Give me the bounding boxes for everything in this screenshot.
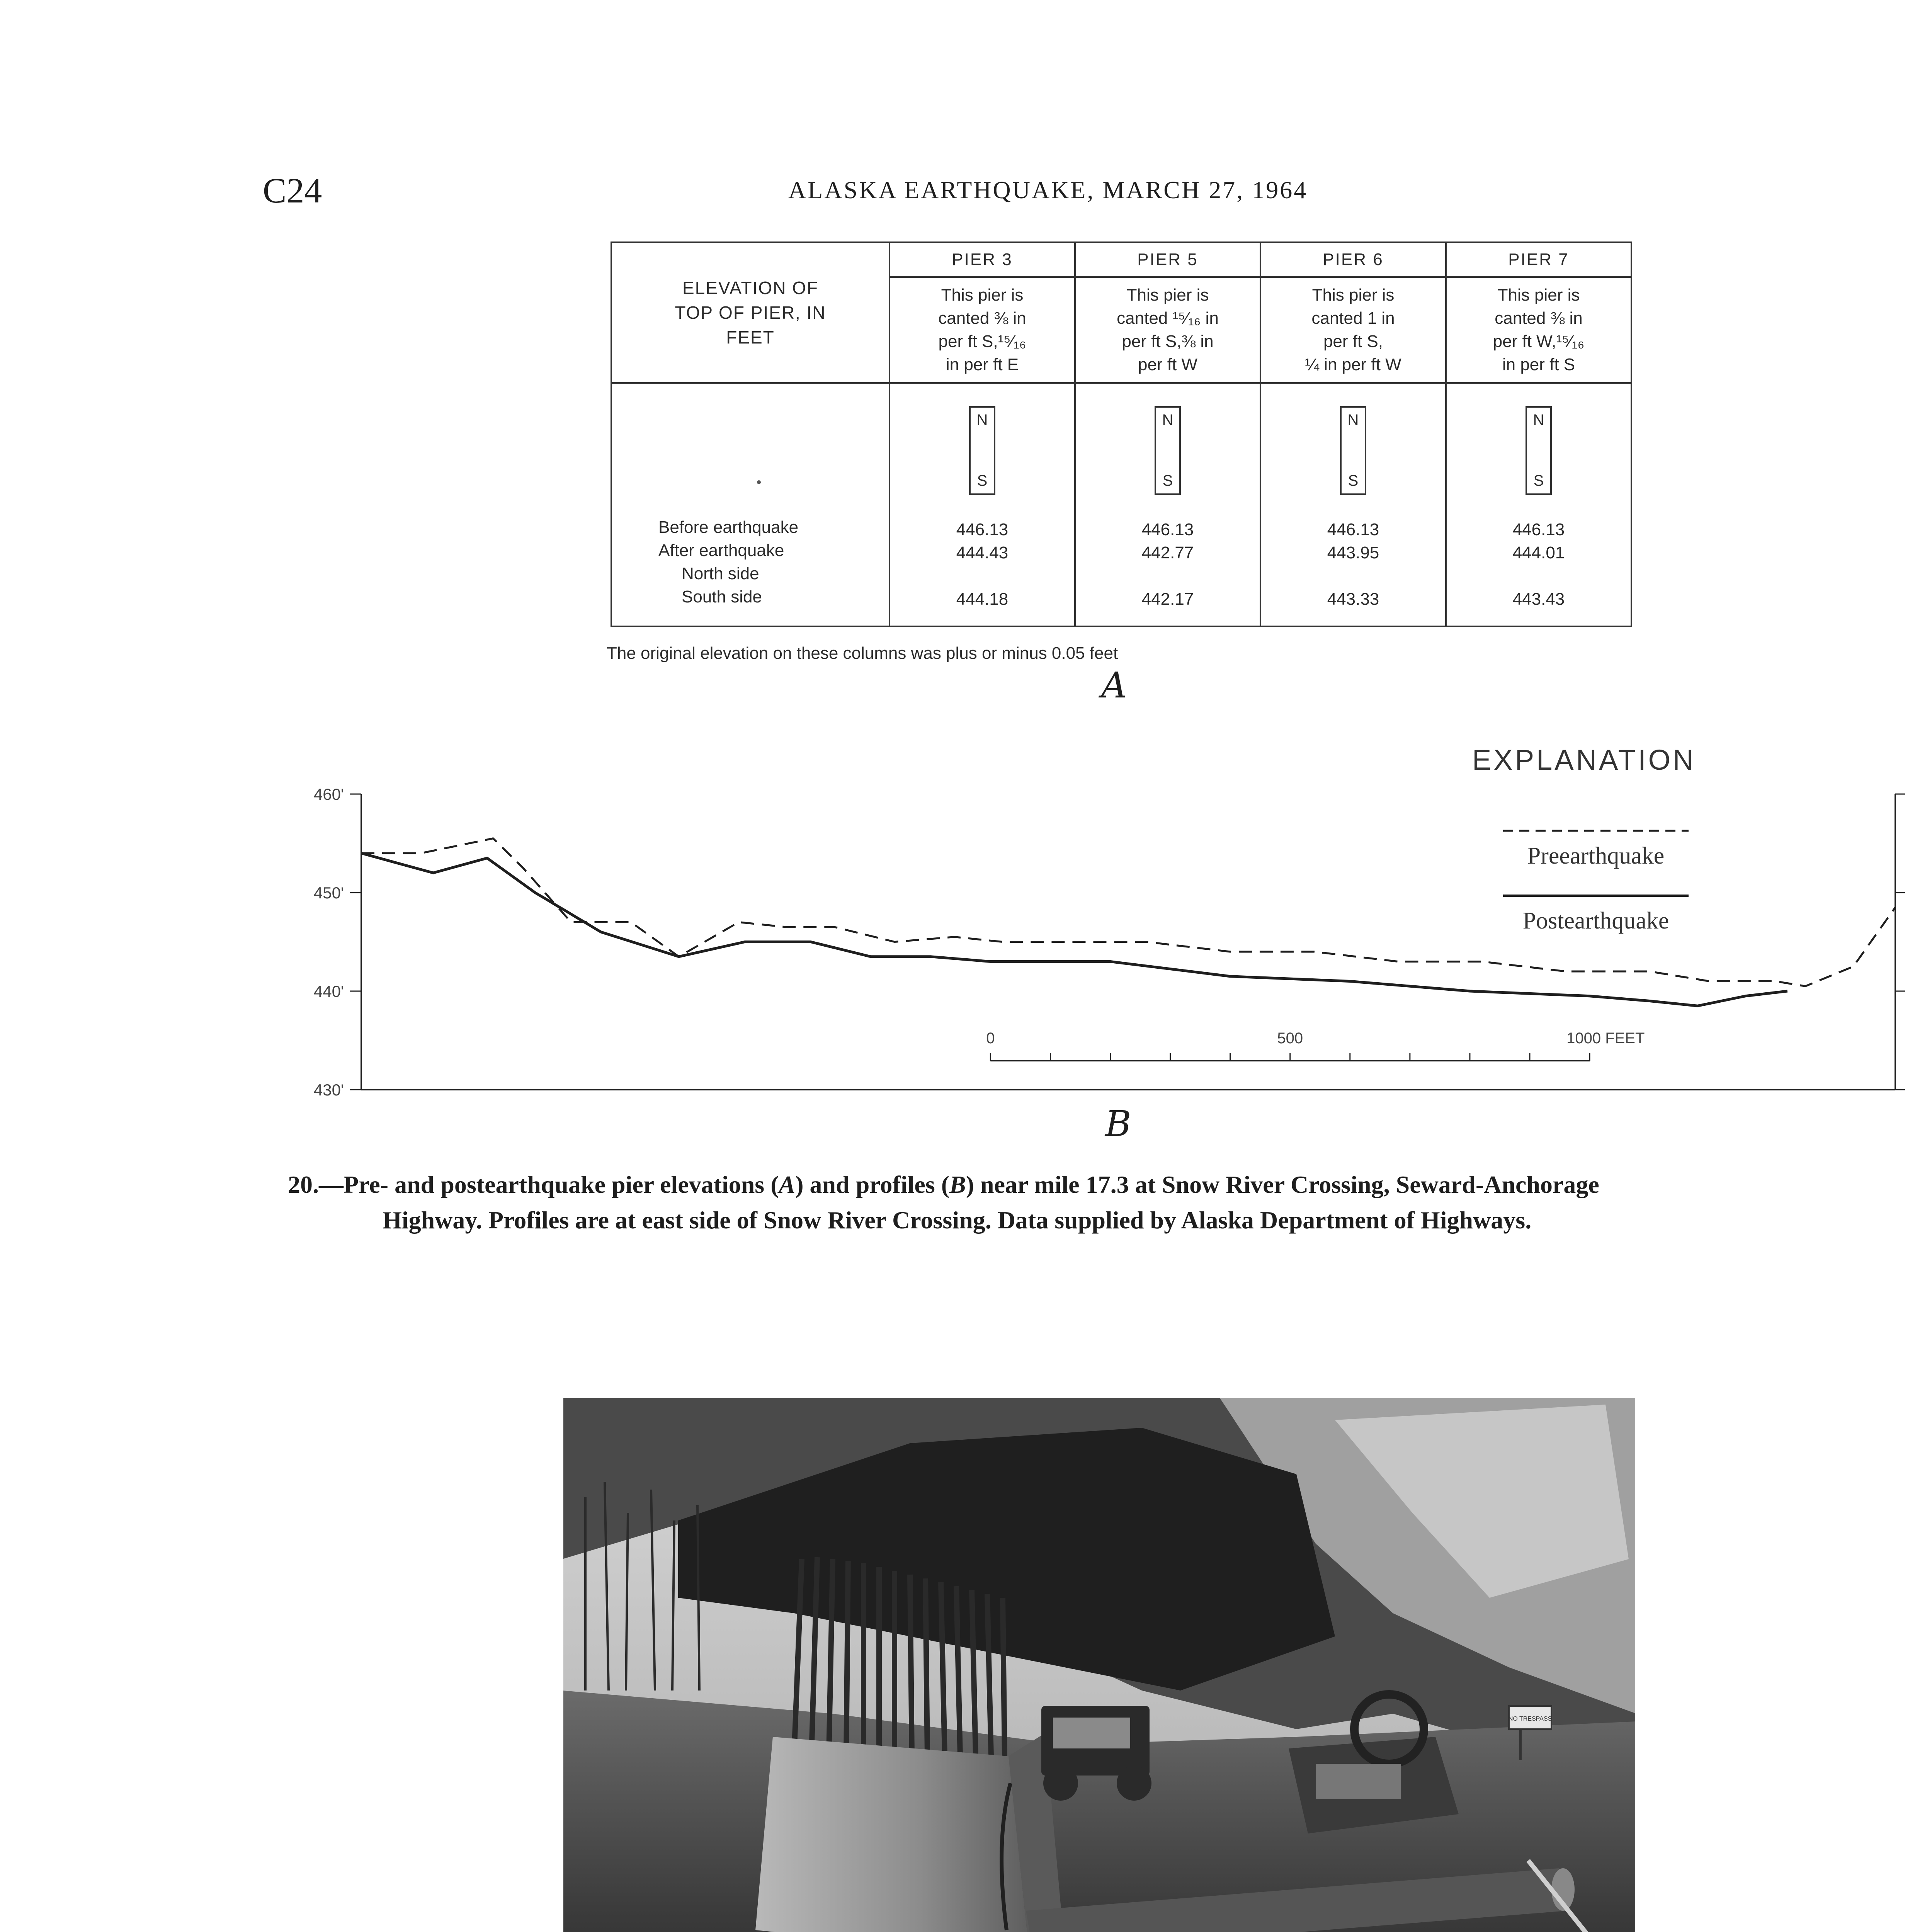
label-after: After earthquake	[658, 541, 784, 560]
value-after-south: 442.17	[1141, 590, 1194, 609]
y-tick-label: 440'	[313, 982, 344, 1000]
pier-data-cell	[889, 383, 1075, 626]
pier-description: This pier is canted ⅜ in per ft S,¹⁵⁄₁₆ in per ft E	[889, 277, 1075, 383]
panel-letter-b: B	[1105, 1103, 1131, 1145]
scale-bar-label: 500	[1277, 1030, 1303, 1047]
value-after-north: 444.43	[956, 543, 1009, 562]
value-after-south: 444.18	[956, 590, 1009, 609]
value-after-south: 443.43	[1512, 590, 1565, 609]
value-before: 446.13	[1327, 520, 1379, 539]
label-north: North side	[682, 564, 759, 583]
legend-label: Preearthquake	[1527, 843, 1665, 869]
table-note: The original elevation on these columns was plus or minus 0.05 feet	[607, 644, 1118, 663]
pier-elevation-table	[611, 242, 1632, 627]
explanation-title: EXPLANATION	[1472, 744, 1696, 776]
y-tick-label: 430'	[313, 1081, 344, 1099]
y-tick-label: 450'	[313, 884, 344, 902]
pier-description: This pier is canted ⅜ in per ft W,¹⁵⁄₁₆ in per ft S	[1446, 277, 1631, 383]
pier-plan-diagram: N S	[1526, 406, 1552, 495]
value-after-north: 444.01	[1512, 543, 1565, 562]
label-south: South side	[682, 587, 762, 606]
value-before: 446.13	[956, 520, 1009, 539]
pier-plan-diagram: N S	[1155, 406, 1181, 495]
photo-sign-text: NO TRESPASS	[1508, 1716, 1552, 1722]
pier-header: PIER 5	[1075, 242, 1260, 277]
pier-data-cell	[1075, 383, 1260, 626]
pier-plan-diagram: N S	[969, 406, 995, 495]
row-labels-cell	[611, 383, 889, 626]
profile-chart	[0, 734, 1932, 1159]
pier-header: PIER 7	[1446, 242, 1631, 277]
pier-description: This pier is canted ¹⁵⁄₁₆ in per ft S,⅜ in per ft W	[1075, 277, 1260, 383]
pier-plan-diagram: N S	[1340, 406, 1366, 495]
legend-label: Postearthquake	[1522, 908, 1669, 934]
running-title: ALASKA EARTHQUAKE, MARCH 27, 1964	[788, 176, 1308, 204]
bridge-pier-photograph	[562, 1397, 1636, 1932]
value-after-north: 442.77	[1141, 543, 1194, 562]
value-before: 446.13	[1512, 520, 1565, 539]
y-tick-label: 460'	[313, 785, 344, 803]
page-number: C24	[263, 171, 322, 210]
pier-description: This pier is canted 1 in per ft S, ¼ in per ft W	[1260, 277, 1446, 383]
figure-20-caption: 20.—Pre- and postearthquake pier elevations (A) and profiles (B) near mile 17.3 at Snow River Crossing, Seward-Anchorage Highway. Profiles are at east side of Snow River Crossing. Data supplied by Alaska Department of Highways.	[288, 1171, 1599, 1234]
scale-bar-label: 1000 FEET	[1566, 1030, 1645, 1047]
label-before: Before earthquake	[658, 518, 799, 537]
row-header: ELEVATION OF TOP OF PIER, IN FEET	[611, 242, 889, 383]
pier-header: PIER 3	[889, 242, 1075, 277]
value-before: 446.13	[1141, 520, 1194, 539]
value-after-south: 443.33	[1327, 590, 1379, 609]
pier-data-cell	[1260, 383, 1446, 626]
scale-bar-label: 0	[986, 1030, 995, 1047]
stray-dot	[757, 480, 761, 484]
panel-letter-a: A	[1101, 665, 1127, 706]
value-after-north: 443.95	[1327, 543, 1379, 562]
pier-data-cell	[1446, 383, 1631, 626]
pier-header: PIER 6	[1260, 242, 1446, 277]
